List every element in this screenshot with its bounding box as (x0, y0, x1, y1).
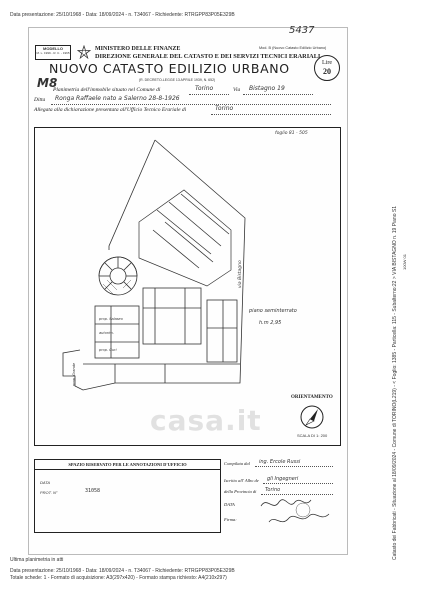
provincia-label: della Provincia di (224, 489, 257, 494)
price-stamp (314, 55, 340, 81)
compilata-label: Compilata dal (224, 461, 250, 466)
cadastral-sheet (28, 27, 348, 555)
allegata-value: Torino (215, 105, 234, 112)
side-small: 100W 01 (402, 253, 407, 270)
via-label: Via (233, 87, 241, 93)
top-header: Data presentazione: 25/10/1968 - Data: 18/09/2024 - n. T34067 - Richiedente: RTRGPP83P05E329B (10, 12, 235, 18)
footer-line0: Ultima planimetria in atti (10, 557, 64, 563)
drawing-frame (34, 127, 341, 446)
watermark: casa.it (150, 404, 262, 437)
iscritto-value: gli Ingegneri (267, 476, 299, 482)
prot-label: PROT. N° (40, 490, 58, 495)
room-label-guri: prop. Guri (99, 348, 117, 352)
reserved-data-label: DATA (40, 480, 51, 485)
ditta-underline (51, 104, 331, 105)
allegata-label: Allegata alla dichiarazione presentata all'Ufficio Tecnico Erariale di (34, 107, 187, 113)
ministry-label: MINISTERO DELLE FINANZE (95, 46, 181, 52)
via-underline (243, 94, 313, 95)
room-label-grande: prop. Grande (72, 362, 76, 386)
foglio-note: foglio 81 - 505 (275, 131, 308, 136)
floor-height: h.m 2,95 (259, 320, 282, 326)
compilata-underline (255, 466, 333, 467)
mod-code: Mod. B (Nuovo Catasto Edilizio Urbano) (259, 46, 327, 50)
orientation-label: ORIENTAMENTO (291, 395, 333, 400)
price-label: Lire (322, 60, 332, 66)
scale-label: SCALA DI 1: 200 (297, 433, 328, 438)
reserved-box (34, 459, 221, 533)
provincia-value: Torino (265, 487, 281, 493)
firma-label: Firma: (224, 517, 237, 522)
stamp-number: 5437 (289, 25, 315, 36)
comune-underline (189, 94, 229, 95)
planimetry-label: Planimetria dell'immobile situato nel Comune di (53, 87, 161, 93)
ditta-value: Ronga Raffaele nato a Salerno 28-8-1926 (55, 95, 180, 102)
prot-value: 31058 (85, 488, 101, 494)
direction-label: DIREZIONE GENERALE DEL CATASTO E DEI SERVIZI TECNICI ERARIALI (95, 53, 321, 60)
stamp-code: M8 (37, 76, 58, 90)
floor-label: piano seminterrato (249, 308, 297, 314)
iscritto-underline (263, 483, 333, 484)
modello-sub: M. L. 1999 - R. C. - 1965 (36, 51, 70, 55)
reserved-title: SPAZIO RISERVATO PER LE ANNOTAZIONI D'UFFICIO (35, 460, 220, 470)
room-label-salaseo: prop. Salaseo (99, 317, 123, 321)
room-label-autorim: autorim. (99, 331, 114, 335)
price-value: 20 (323, 67, 331, 76)
signature-image (255, 494, 335, 532)
compass-icon (299, 404, 325, 430)
modello-label: MODELLO (43, 46, 63, 51)
footer-line2: Totale schede: 1 - Formato di acquisizione: A3(297x420) - Formato stampa richiesto: A4(210x297) (10, 575, 227, 581)
decree-label: (R. DECRETO-LEGGE 13 APRILE 1939, N. 652) (139, 78, 216, 82)
iscritto-label: Iscritto all' Albo de (224, 478, 259, 483)
data2-label: DATA (224, 502, 235, 507)
footer-line1: Data presentazione: 25/10/1968 - Data: 18/09/2024 - n. T34067 - Richiedente: RTRGPP83P05E329B (10, 568, 235, 574)
ditta-label: Ditta (34, 97, 46, 103)
republic-emblem-icon (77, 45, 91, 59)
modello-box (35, 45, 71, 60)
comune-value: Torino (195, 85, 214, 92)
via-side-label: via Bistagno (238, 260, 243, 288)
via-value: Bistagno 19 (249, 85, 285, 92)
side-text: Catasto dei Fabbricati - Situazione al 18/09/2024 - Comune di TORINO(L219) - < Foglio: 1385 - Particella: 115 - Subalterno:22 > VIA BISTAGNO n. 19 Piano S1 (392, 206, 398, 560)
allegata-underline (211, 114, 331, 115)
compilata-value: ing. Ercole Russi (259, 459, 301, 465)
document-title: NUOVO CATASTO EDILIZIO URBANO (49, 61, 290, 76)
